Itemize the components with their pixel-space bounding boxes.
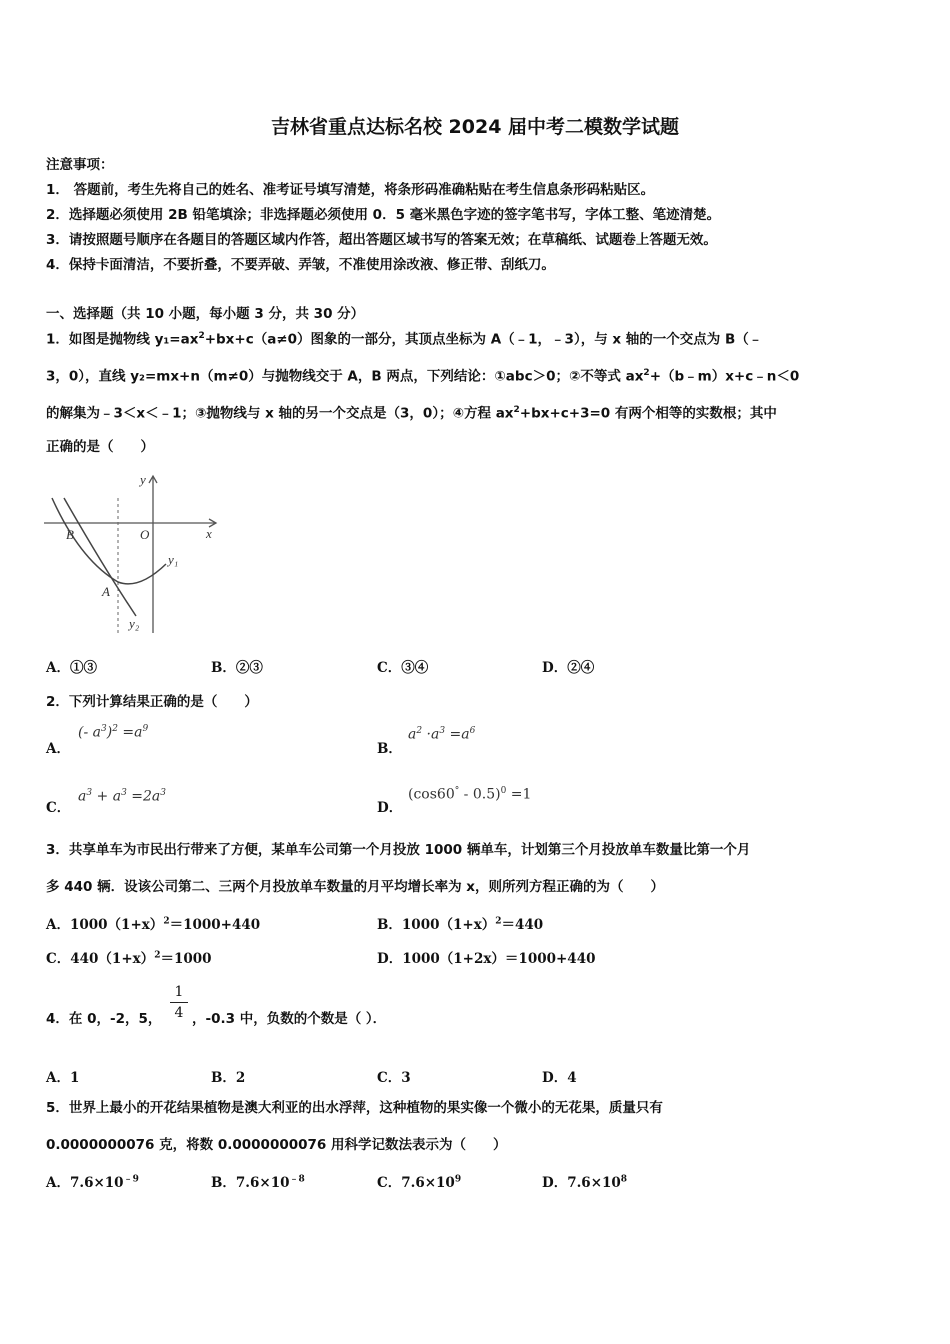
- point-label-b: B: [66, 527, 74, 542]
- q2-option-a-formula: (- $a^3)^2 =a^9$: [78, 724, 149, 741]
- curve-label-y2: y₂: [129, 616, 140, 631]
- q1-option-c[interactable]: C．③④: [377, 660, 429, 676]
- q5-option-d[interactable]: D．$7.6\times 10^8$: [542, 1174, 628, 1191]
- q4-option-d[interactable]: D．4: [542, 1070, 577, 1086]
- note-item: 1． 答题前，考生先将自己的姓名、准考证号填写清楚，将条形码准确粘贴在考生信息条形码粘贴区。: [46, 182, 655, 198]
- q2-option-d-formula: (cos60° - 0.5)$^0$ =1: [408, 786, 532, 803]
- q1-line: 的解集为﹣3＜x＜﹣1；③抛物线与 x 轴的另一个交点是（3，0）；④方程 $ax^2+bx+c+3=0$ 有两个相等的实数根；其中: [46, 405, 777, 422]
- origin-label: O: [140, 527, 150, 542]
- q2-stem: 2．下列计算结果正确的是（ ）: [46, 694, 258, 710]
- q1-line: 正确的是（ ）: [46, 439, 154, 455]
- q3-option-d[interactable]: D．1000（1+2x）＝1000+440: [377, 951, 596, 967]
- note-item: 4．保持卡面清洁，不要折叠，不要弄破、弄皱，不准使用涂改液、修正带、刮纸刀。: [46, 257, 555, 273]
- q1-option-a[interactable]: A．①③: [46, 660, 97, 676]
- fraction-numerator: 1: [174, 984, 184, 1000]
- q4-stem-end: ，-0.3 中，负数的个数是（ ）．: [192, 1011, 387, 1027]
- curve-label-y1: y₁: [168, 552, 179, 567]
- q3-option-c[interactable]: C．$440(1+x)^2=1000$: [46, 950, 212, 967]
- note-item: 3．请按照题号顺序在各题目的答题区域内作答，超出答题区域书写的答案无效；在草稿纸、试题卷上答题无效。: [46, 232, 717, 248]
- q4-option-c[interactable]: C．3: [377, 1070, 411, 1086]
- fraction-denominator: 4: [174, 1005, 184, 1021]
- fraction-bar: [170, 1002, 188, 1003]
- point-label-a: A: [102, 584, 110, 599]
- q2-option-b-formula: $a^2 \cdot a^3 =a^6$: [408, 726, 476, 743]
- q3-line: 多 440 辆．设该公司第二、三两个月投放单车数量的月平均增长率为 x，则所列方程正确的为（ ）: [46, 879, 664, 895]
- q5-line: 5．世界上最小的开花结果植物是澳大利亚的出水浮萍，这种植物的果实像一个微小的无花果，质量只有: [46, 1100, 663, 1116]
- q2-option-b-letter[interactable]: B．: [377, 741, 402, 757]
- q4-fraction: [170, 984, 188, 1021]
- q1-option-d[interactable]: D．②④: [542, 660, 595, 676]
- q4-option-b[interactable]: B．2: [211, 1070, 246, 1086]
- q2-option-c-letter[interactable]: C．: [46, 800, 71, 816]
- q3-option-a[interactable]: A．$1000(1+x)^2=1000+440$: [46, 916, 261, 933]
- notes-heading: 注意事项：: [46, 157, 114, 173]
- q1-parabola-figure: [44, 468, 224, 638]
- section-heading: 一、选择题（共 10 小题，每小题 3 分，共 30 分）: [46, 306, 365, 322]
- page-title: 吉林省重点达标名校 2024 届中考二模数学试题: [270, 116, 680, 138]
- q2-option-d-letter[interactable]: D．: [377, 800, 403, 816]
- q1-line: 3，0），直线 y₂=mx+n（m≠0）与抛物线交于 A，B 两点，下列结论：①abc＞0；②不等式 $ax^2+(b﹣m)x+c﹣n<0$: [46, 368, 800, 385]
- q5-line: 0.0000000076 克，将数 0.0000000076 用科学记数法表示为（ ）: [46, 1137, 507, 1153]
- note-item: 2．选择题必须使用 2B 铅笔填涂；非选择题必须使用 0．5 毫米黑色字迹的签字笔书写，字体工整、笔迹清楚。: [46, 207, 721, 223]
- q5-option-a[interactable]: A．$7.6\times 10^{﹣9}$: [46, 1174, 139, 1191]
- y-axis-label: y: [140, 472, 146, 487]
- q3-line: 3．共享单车为市民出行带来了方便，某单车公司第一个月投放 1000 辆单车，计划第三个月投放单车数量比第一个月: [46, 842, 751, 858]
- q1-line: 1．如图是抛物线 $y_1=ax^2+bx+c(a\ne 0)$图象的一部分，其顶点坐标为 A（﹣1，﹣3），与 x 轴的一个交点为 B（﹣: [46, 331, 763, 348]
- q3-option-b[interactable]: B．$1000(1+x)^2=440$: [377, 916, 544, 933]
- q2-option-c-formula: $a^3 + a^3 =2a^3$: [78, 788, 166, 805]
- q5-option-c[interactable]: C．$7.6\times 10^9$: [377, 1174, 462, 1191]
- q5-option-b[interactable]: B．$7.6\times 10^{﹣8}$: [211, 1174, 305, 1191]
- q4-stem-start: 4．在 0，-2，5，: [46, 1011, 162, 1027]
- q4-option-a[interactable]: A．1: [46, 1070, 80, 1086]
- x-axis-label: x: [206, 526, 212, 541]
- q1-option-b[interactable]: B．②③: [211, 660, 263, 676]
- q2-option-a-letter[interactable]: A．: [46, 741, 70, 757]
